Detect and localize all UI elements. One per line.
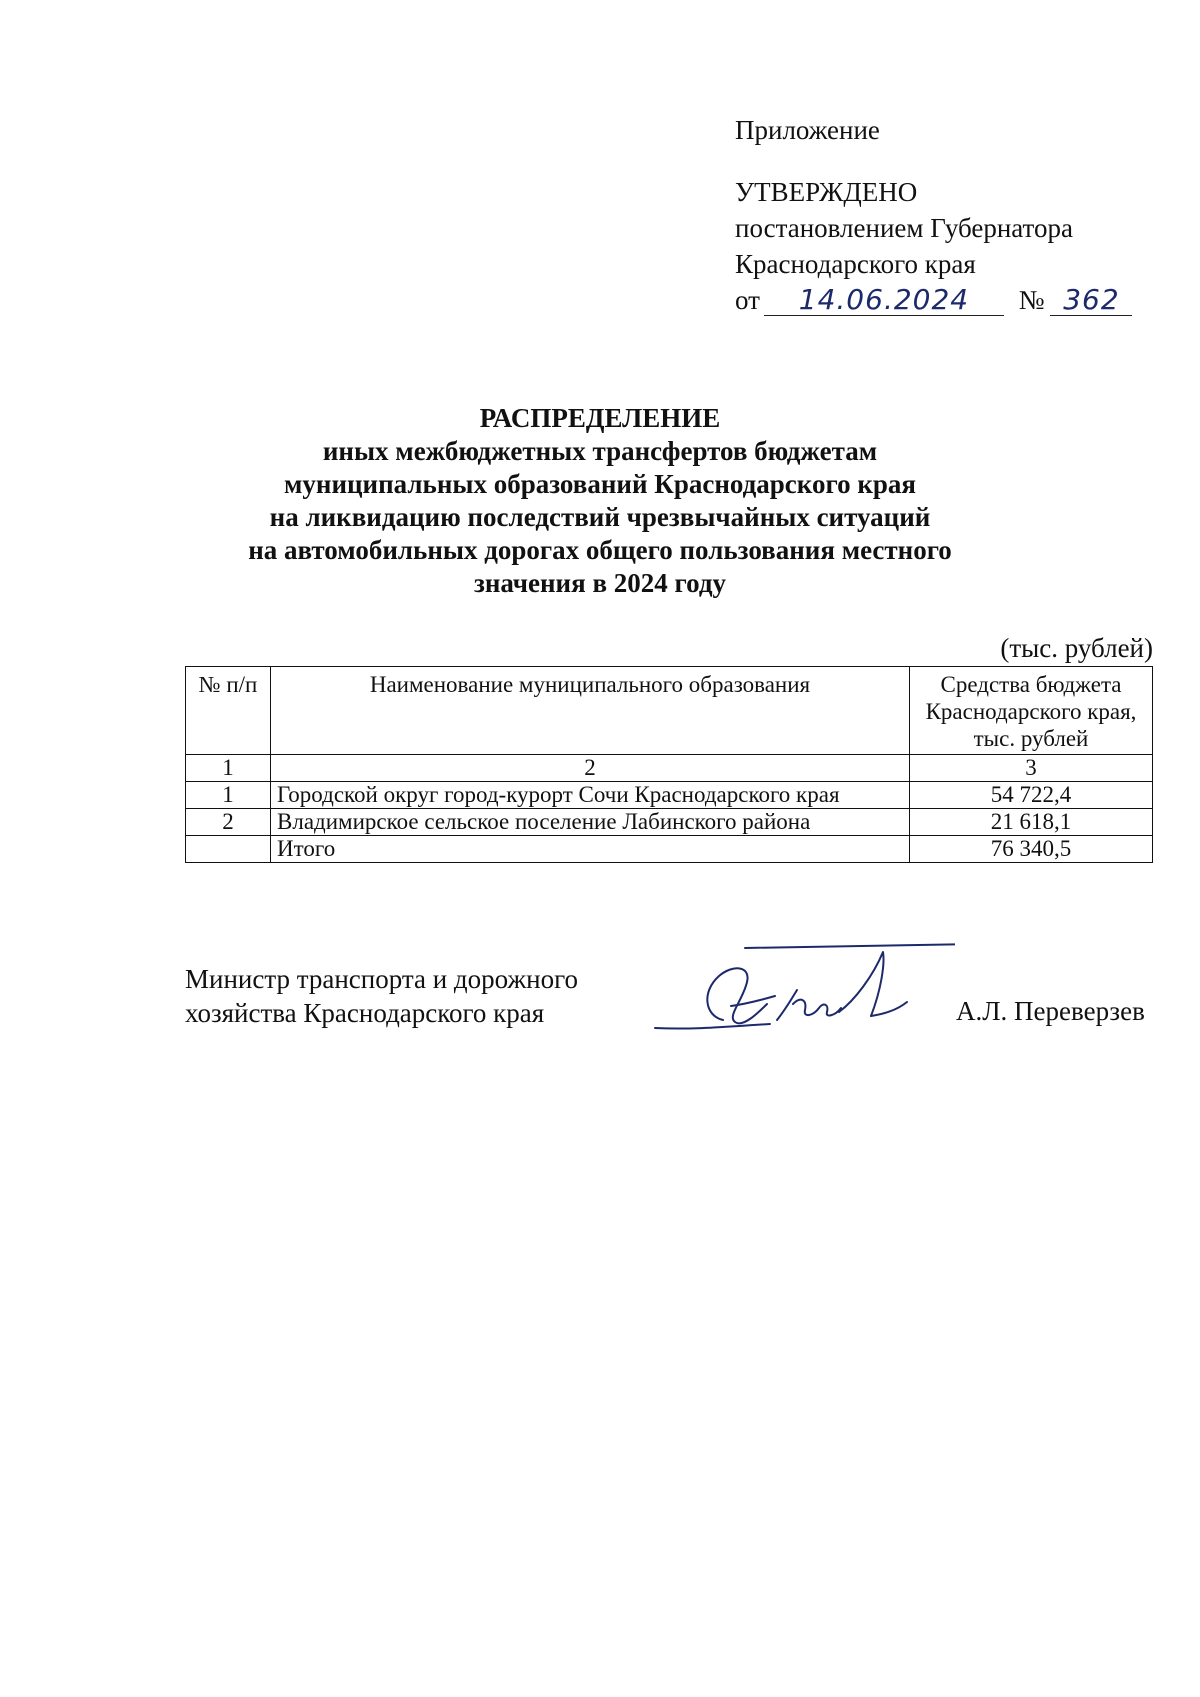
units-note: (тыс. рублей) — [1000, 633, 1153, 663]
total-label: Итого — [271, 836, 910, 863]
amount: 21 618,1 — [910, 809, 1153, 836]
header-amount: Средства бюджета Краснодарского края, тыс. рублей — [910, 667, 1153, 755]
title-line: на автомобильных дорогах общего пользования местного — [248, 535, 952, 565]
date-number-line — [735, 282, 1132, 318]
approval-block — [735, 112, 1132, 318]
table-header-row — [186, 667, 1153, 755]
approved-by-line2: Краснодарского края — [735, 249, 976, 279]
header-name: Наименование муниципального образования — [271, 667, 910, 755]
handwritten-signature — [635, 930, 955, 1040]
column-numbers-row — [186, 755, 1153, 782]
title-line: муниципальных образований Краснодарского края — [284, 469, 916, 499]
document-title — [0, 402, 1200, 600]
title-line: иных межбюджетных трансфертов бюджетам — [322, 436, 878, 466]
handwritten-date: 14.06.2024 — [764, 285, 1004, 316]
row-number: 1 — [186, 782, 271, 809]
column-number: 3 — [910, 755, 1153, 782]
approved-label: УТВЕРЖДЕНО — [735, 177, 918, 207]
column-number: 1 — [186, 755, 271, 782]
title-heading: РАСПРЕДЕЛЕНИЕ — [479, 403, 721, 433]
title-line: значения в 2024 году — [473, 568, 727, 598]
signer-position — [185, 962, 578, 1030]
approved-by-line1: постановлением Губернатора — [735, 213, 1073, 243]
position-line1: Министр транспорта и дорожного — [185, 964, 578, 994]
municipality-name: Городской округ город-курорт Сочи Краснодарского края — [271, 782, 910, 809]
table-row — [186, 809, 1153, 836]
amount: 54 722,4 — [910, 782, 1153, 809]
number-prefix: № — [1018, 285, 1045, 315]
total-amount: 76 340,5 — [910, 836, 1153, 863]
handwritten-number: 362 — [1050, 285, 1132, 316]
distribution-table — [185, 666, 1153, 863]
signer-name: А.Л. Переверзев — [956, 996, 1145, 1026]
column-number: 2 — [271, 755, 910, 782]
total-row — [186, 836, 1153, 863]
header-number: № п/п — [186, 667, 271, 755]
position-line2: хозяйства Краснодарского края — [185, 998, 545, 1028]
municipality-name: Владимирское сельское поселение Лабинского района — [271, 809, 910, 836]
table-row — [186, 782, 1153, 809]
appendix-label: Приложение — [735, 115, 880, 145]
title-line: на ликвидацию последствий чрезвычайных ситуаций — [269, 502, 931, 532]
row-number: 2 — [186, 809, 271, 836]
date-prefix: от — [735, 285, 760, 315]
